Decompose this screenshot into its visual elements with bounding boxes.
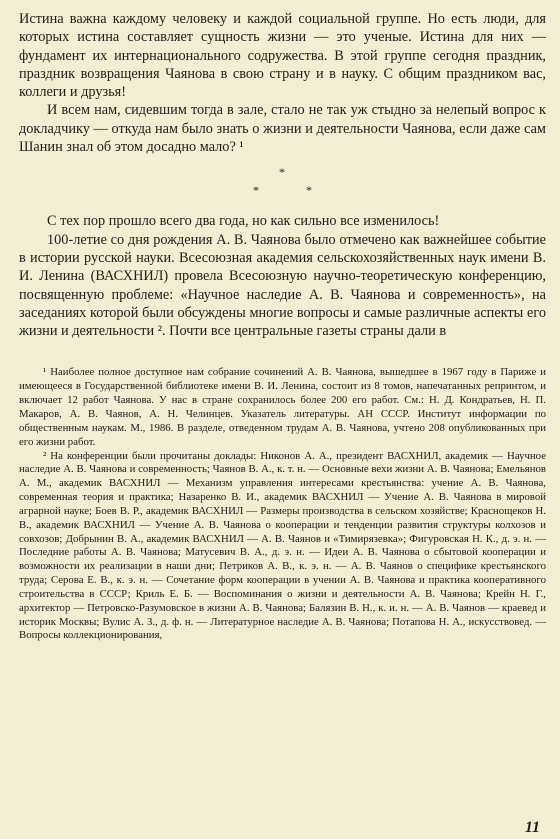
paragraph: С тех пор прошло всего два года, но как сильно все изменилось!	[47, 213, 440, 230]
separator-star: *	[253, 183, 259, 198]
main-text	[19, 10, 546, 340]
paragraph: Истина важна каждому человеку и каждой социальной группе. Но есть люди, для которых истина составляет сущность жизни — это ученые. Истина для них — фундамент их интернационального содружества. В этой группе сегодня праздник, праздник возвращения Чаянова в свою страну и в науку. С общим праздником вас, коллеги и друзья!	[19, 11, 546, 101]
page-number: 11	[524, 819, 540, 836]
footnote: ² На конференции были прочитаны доклады: Никонов А. А., президент ВАСХНИЛ, академик — Научное наследие А. В. Чаянова и современность; Чаянов В. А., к. т. н. — Основные вехи жизни А. В. Чаянова; Емельянов А. М., академик ВАСХНИЛ — Механизм управления интересами крестьянства: учение А. В. Чаянова, современная теория и практика; Назаренко В. И., академик ВАСХНИЛ — Учение А. В. Чаянова в мировой аграрной науке; Боев В. Р., академик ВАСХНИЛ — Размеры производства в сельском хозяйстве; Краснощеков Н. В., академик ВАСХНИЛ — Учение А. В. Чаянова о кооперации и тенденции развития структуры колхозов и совхозов; Добрынин В. А., академик ВАСХНИЛ — А. В. Чаянов и «Тимирязевка»; Фигуровская Н. К., д. э. н. — Последние работы А. В. Чаянова; Матусевич В. А., д. э. н. — Идеи А. В. Чаянова о сбытовой кооперации и возможности их реализации в наши дни; Петриков А. В., к. э. н. — А. В. Чаянов о специфике крестьянского труда; Серова Е. В., к. э. н. — Сочетание форм кооперации в учении А. В. Чаянова и практика кооперативного строительства в СССР; Криль Е. Б. — Воспоминания о жизни и деятельности А. В. Чаянова; Крейн Н. Г., архитектор — Петровско-Разумовское в жизни А. В. Чаянова; Балязин В. Н., к. и. н. — А. В. Чаянов — краевед и историк Москвы; Вулис А. З., д. ф. н. — Литературное наследие А. В. Чаянова; Потапова Н. А., искусствовед. — Вопросы коллекционирования,	[19, 449, 546, 642]
paragraph: И всем нам, сидевшим тогда в зале, стало не так уж стыдно за нелепый вопрос к докладчику — откуда нам было знать о жизни и деятельности Чаянова, если даже сам Шанин знал об этом досадно мало? ¹	[19, 102, 546, 156]
separator-star: *	[306, 183, 312, 198]
section-separator	[19, 156, 546, 212]
footnotes	[19, 366, 546, 643]
separator-star: *	[279, 165, 285, 180]
footnote: ¹ Наиболее полное доступное нам собрание сочинений А. В. Чаянова, вышедшее в 1967 году в Париже и имеющееся в Государственной библиотеке имени В. И. Ленина, состоит из 8 томов, напечатанных репринтом, и включает 12 работ Чаянова. У нас в стране сохранилось более 200 его работ. См.: Н. Д. Кондратьев, Н. П. Макаров, А. В. Чаянов, А. Н. Челинцев. Указатель литературы. АН СССР. Институт информации по общественным наукам. М., 1986. В разделе, отведенном трудам А. В. Чаянова, учтено 208 опубликованных при его жизни работ.	[19, 366, 546, 448]
paragraph: 100-летие со дня рождения А. В. Чаянова было отмечено как важнейшее событие в истории русской науки. Всесоюзная академия сельскохозяйственных наук имени В. И. Ленина (ВАСХНИЛ) провела Всесоюзную научно-теоретическую конференцию, посвященную проблеме: «Научное наследие А. В. Чаянова и современность», на заседаниях которой были обсуждены многие вопросы и самые различные аспекты его жизни и деятельности ². Почти все центральные газеты страны дали в	[19, 231, 546, 340]
